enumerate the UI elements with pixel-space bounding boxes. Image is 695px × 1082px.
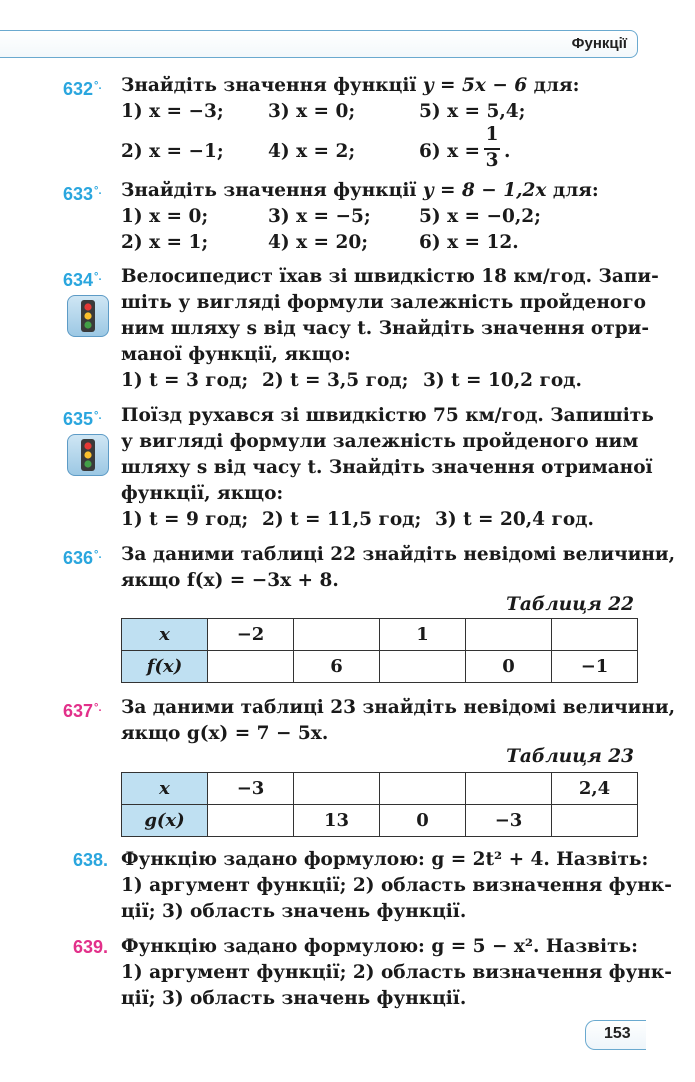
table-row: [122, 651, 638, 683]
exercise-634-line: маної функції, якщо:: [121, 344, 351, 365]
exercise-636-line: якщо f(x) = −3x + 8.: [121, 570, 339, 591]
exercise-633-item: 2) x = 1;: [121, 232, 209, 253]
table-cell: 6: [294, 651, 380, 683]
table-cell: 0: [380, 805, 466, 837]
table-cell: x: [122, 619, 208, 651]
table-cell: [552, 805, 638, 837]
table-cell: [294, 619, 380, 651]
table-cell: 13: [294, 805, 380, 837]
exercise-637-line: якщо g(x) = 7 − 5x.: [121, 723, 329, 744]
exercise-635-item: 1) t = 9 год;: [121, 509, 249, 530]
exercise-635-line: шляху s від часу t. Знайдіть значення отриманої: [121, 457, 653, 478]
exercise-635-line: Поїзд рухався зі швидкістю 75 км/год. Запишіть: [121, 405, 654, 426]
table-cell: x: [122, 773, 208, 805]
exercise-637-line: За даними таблиці 23 знайдіть невідомі величини,: [121, 697, 676, 718]
table-23-caption: Таблиця 23: [506, 746, 634, 767]
exercise-633-item: 3) x = −5;: [268, 206, 371, 227]
exercise-634-number: 634°.: [63, 270, 102, 290]
table-cell: [208, 805, 294, 837]
fraction-period: .: [504, 141, 511, 162]
exercise-633-item: 1) x = 0;: [121, 206, 209, 227]
running-header: [0, 30, 638, 58]
table-cell: 1: [380, 619, 466, 651]
exercise-635-item: 2) t = 11,5 год;: [262, 509, 422, 530]
exercise-639-line: 1) аргумент функції; 2) область визначення функ-: [121, 962, 672, 983]
exercise-638-number: 638.: [73, 850, 109, 870]
table-cell: g(x): [122, 805, 208, 837]
table-cell: 0: [466, 651, 552, 683]
exercise-637-number: 637°.: [63, 701, 102, 721]
table-cell: [380, 773, 466, 805]
traffic-light-icon-graphic: [68, 435, 108, 475]
exercise-632-item: 2) x = −1;: [121, 141, 224, 162]
exercise-639-line: Функцію задано формулою: g = 5 − x². Назвіть:: [121, 936, 638, 957]
exercise-635-item: 3) t = 20,4 год.: [435, 509, 594, 530]
traffic-light-icon: [67, 295, 109, 337]
exercise-634-item: 3) t = 10,2 год.: [423, 370, 582, 391]
table-cell: [466, 773, 552, 805]
table-cell: [294, 773, 380, 805]
exercise-638-line: ції; 3) область значень функції.: [121, 901, 467, 922]
table-cell: f(x): [122, 651, 208, 683]
exercise-635-line: функції, якщо:: [121, 483, 284, 504]
table-row: [122, 805, 638, 837]
exercise-632-item: 1) x = −3;: [121, 101, 224, 122]
exercise-632-item: 5) x = 5,4;: [419, 101, 526, 122]
exercise-635-line: у вигляді формули залежність пройденого ним: [121, 431, 639, 452]
exercise-634-line: Велосипедист їхав зі швидкістю 18 км/год. Запи-: [121, 266, 659, 287]
page-number: 153: [604, 1025, 631, 1042]
table-cell: [380, 651, 466, 683]
exercise-639-number: 639.: [73, 937, 109, 957]
exercise-638-line: Функцію задано формулою: g = 2t² + 4. Назвіть:: [121, 849, 649, 870]
fraction-numerator: 1: [485, 124, 499, 145]
table-cell: 2,4: [552, 773, 638, 805]
table-cell: −1: [552, 651, 638, 683]
exercise-634-line: ним шляху s від часу t. Знайдіть значення отри-: [121, 318, 650, 339]
exercise-632-item: 3) x = 0;: [268, 101, 356, 122]
table-23: [121, 772, 638, 837]
section-title: Функції: [571, 35, 627, 52]
exercise-634-item: 2) t = 3,5 год;: [262, 370, 409, 391]
page-number-tab: [585, 1020, 646, 1050]
table-cell: −3: [466, 805, 552, 837]
fraction-denominator: 3: [485, 150, 499, 171]
exercise-632-item: 4) x = 2;: [268, 141, 356, 162]
exercise-633-item: 5) x = −0,2;: [419, 206, 541, 227]
table-22-caption: Таблиця 22: [506, 594, 634, 615]
exercise-632-number: 632°.: [63, 79, 102, 99]
traffic-light-icon-graphic: [68, 296, 108, 336]
fraction-one-third: [483, 124, 501, 174]
exercise-636-number: 636°.: [63, 548, 102, 568]
exercise-636-line: За даними таблиці 22 знайдіть невідомі величини,: [121, 544, 676, 565]
table-cell: [208, 651, 294, 683]
exercise-633-number: 633°.: [63, 184, 102, 204]
exercise-639-line: ції; 3) область значень функції.: [121, 988, 467, 1009]
exercise-633-intro: Знайдіть значення функції y = 8 − 1,2x для:: [121, 180, 599, 201]
exercise-634-item: 1) t = 3 год;: [121, 370, 249, 391]
exercise-633-item: 6) x = 12.: [419, 232, 519, 253]
exercise-632-item: 6) x =: [419, 141, 481, 162]
table-row: [122, 619, 638, 651]
exercise-635-number: 635°.: [63, 409, 102, 429]
exercise-632-intro: Знайдіть значення функції y = 5x − 6 для:: [121, 75, 580, 96]
table-cell: [466, 619, 552, 651]
table-22: [121, 618, 638, 683]
traffic-light-icon: [67, 434, 109, 476]
table-row: [122, 773, 638, 805]
table-cell: −3: [208, 773, 294, 805]
exercise-633-item: 4) x = 20;: [268, 232, 369, 253]
exercise-634-line: шіть у вигляді формули залежність пройденого: [121, 292, 646, 313]
table-cell: −2: [208, 619, 294, 651]
table-cell: [552, 619, 638, 651]
exercise-638-line: 1) аргумент функції; 2) область визначення функ-: [121, 875, 672, 896]
